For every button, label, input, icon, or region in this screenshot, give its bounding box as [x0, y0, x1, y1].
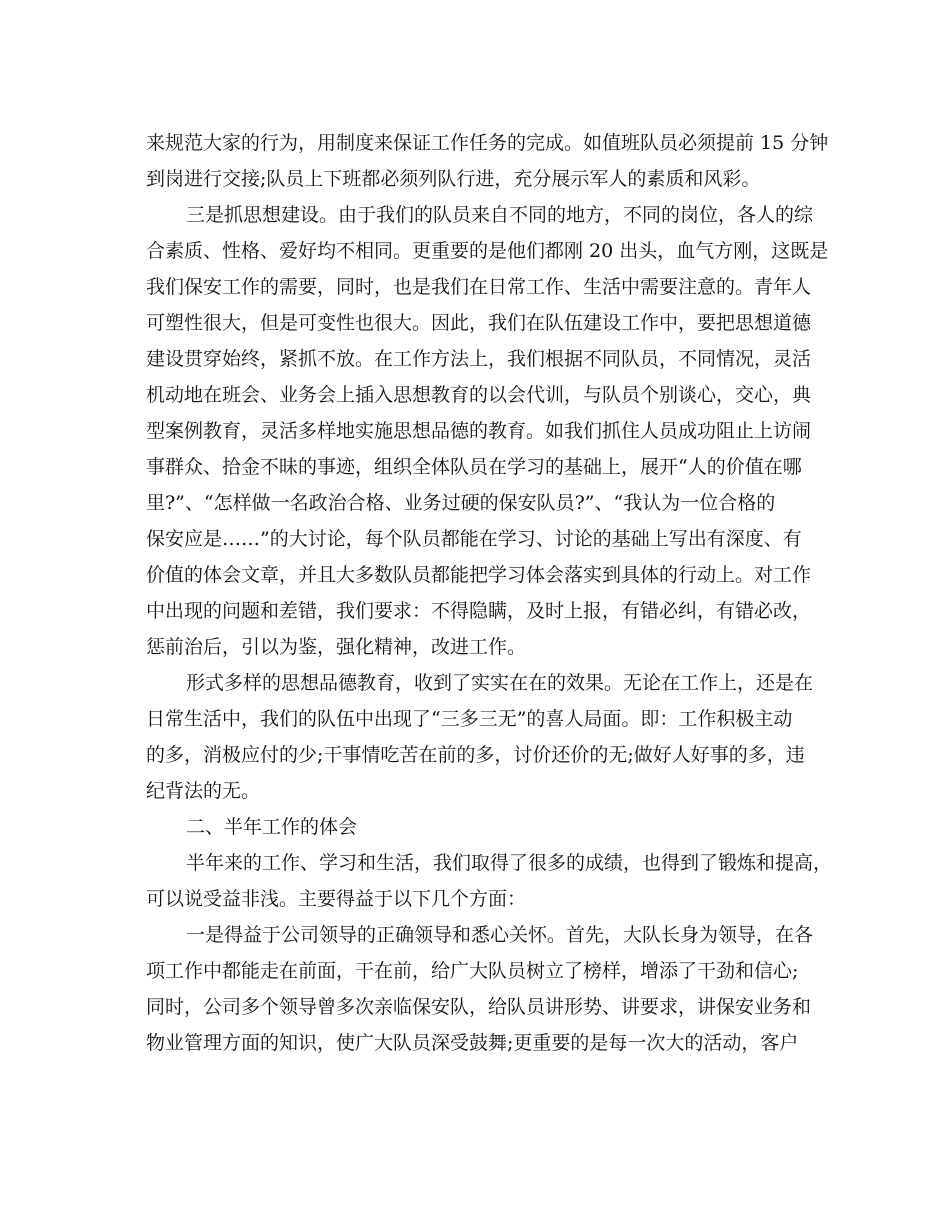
text-line: 日常生活中，我们的队伍中出现了“三多三无”的喜人局面。即：工作积极主动 — [146, 708, 793, 730]
text-line: 项工作中都能走在前面，干在前，给广大队员树立了榜样，增添了干劲和信心; — [146, 960, 799, 982]
text-line: 保安应是……”的大讨论，每个队员都能在学习、讨论的基础上写出有深度、有 — [146, 528, 802, 550]
text-line: 同时，公司多个领导曾多次亲临保安队，给队员讲形势、讲要求，讲保安业务和 — [146, 996, 812, 1018]
text-line: 我们保安工作的需要，同时，也是我们在日常工作、生活中需要注意的。青年人 — [146, 276, 812, 298]
text-line: 的多，消极应付的少;干事情吃苦在前的多，讨价还价的无;做好人好事的多，违 — [146, 744, 805, 766]
paragraph-first-line: 形式多样的思想品德教育，收到了实实在在的效果。无论在工作上，还是在 — [186, 672, 814, 694]
text-line: 机动地在班会、业务会上插入思想教育的以会代训，与队员个别谈心，交心，典 — [146, 384, 812, 406]
text-line: 合素质、性格、爱好均不相同。更重要的是他们都刚 20 出头，血气方刚，这既是 — [146, 240, 829, 262]
text-line: 事群众、拾金不昧的事迹，组织全体队员在学习的基础上，展开“人的价值在哪 — [146, 456, 802, 478]
text-line: 中出现的问题和差错，我们要求：不得隐瞒，及时上报，有错必纠，有错必改， — [146, 600, 812, 622]
paragraph-first-line: 半年来的工作、学习和生活，我们取得了很多的成绩，也得到了锻炼和提高， — [186, 852, 833, 874]
text-line: 惩前治后，引以为鉴，强化精神，改进工作。 — [146, 636, 527, 658]
text-line: 型案例教育，灵活多样地实施思想品德的教育。如我们抓住人员成功阻止上访闹 — [146, 420, 812, 442]
text-line: 纪背法的无。 — [146, 780, 261, 802]
text-line: 建设贯穿始终，紧抓不放。在工作方法上，我们根据不同队员，不同情况，灵活 — [146, 348, 812, 370]
text-line: 物业管理方面的知识，使广大队员深受鼓舞;更重要的是每一次大的活动，客户 — [146, 1032, 799, 1054]
text-line: 来规范大家的行为，用制度来保证工作任务的完成。如值班队员必须提前 15 分钟 — [146, 132, 829, 154]
text-line: 到岗进行交接;队员上下班都必须列队行进，充分展示军人的素质和风彩。 — [146, 168, 761, 190]
text-line: 里?”、“怎样做一名政治合格、业务过硬的保安队员?”、“我认为一位合格的 — [146, 492, 776, 514]
text-line: 价值的体会文章，并且大多数队员都能把学习体会落实到具体的行动上。对工作 — [146, 564, 812, 586]
paragraph-first-line: 一是得益于公司领导的正确领导和悉心关怀。首先，大队长身为领导，在各 — [186, 924, 814, 946]
section-heading: 二、半年工作的体会 — [186, 816, 358, 838]
text-line: 可以说受益非浅。主要得益于以下几个方面： — [146, 888, 527, 910]
text-line: 可塑性很大，但是可变性也很大。因此，我们在队伍建设工作中，要把思想道德 — [146, 312, 812, 334]
paragraph-first-line: 三是抓思想建设。由于我们的队员来自不同的地方，不同的岗位，各人的综 — [186, 204, 814, 226]
